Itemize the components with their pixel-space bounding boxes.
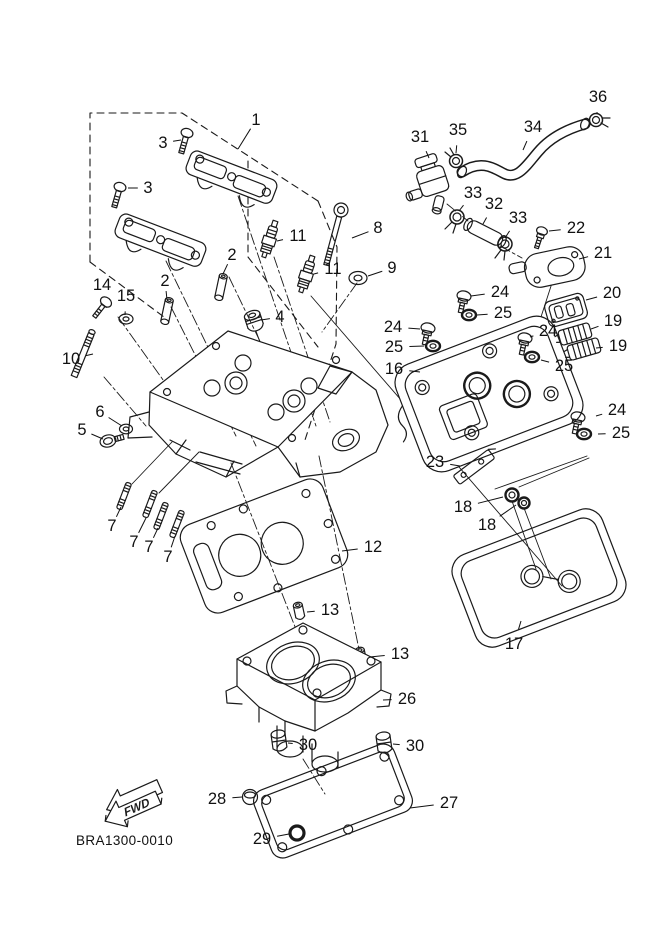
o-ring — [290, 826, 304, 840]
hose-clip — [590, 114, 611, 128]
spark-plug-upper — [258, 219, 282, 259]
part-number-callout[interactable]: 32 — [484, 195, 504, 213]
gallery-plug — [243, 309, 265, 333]
callout-leader-line — [232, 797, 242, 798]
callout-leader-line — [109, 418, 122, 427]
part-number-callout[interactable]: 7 — [163, 548, 173, 566]
part-number-callout[interactable]: 24 — [490, 283, 510, 301]
callout-leader-line — [109, 299, 110, 300]
callout-leader-line — [393, 744, 400, 745]
callout-leader-line — [91, 434, 103, 439]
part-number-callout[interactable]: 22 — [566, 219, 586, 237]
reed-cover-bolt — [531, 225, 548, 249]
callout-leader-line — [591, 326, 599, 329]
center-lines — [104, 196, 589, 794]
callout-leader-line — [288, 743, 293, 744]
callout-leader-line — [370, 656, 385, 658]
part-number-callout[interactable]: 20 — [602, 284, 622, 302]
base-dowel — [243, 790, 258, 805]
callout-leader-line — [368, 271, 382, 276]
callout-leader-line — [477, 314, 488, 315]
part-number-callout[interactable]: 7 — [144, 538, 154, 556]
callout-leader-line — [139, 518, 146, 533]
part-number-callout[interactable]: 19 — [608, 337, 628, 355]
head-gasket-part — [176, 475, 352, 618]
part-number-callout[interactable]: 29 — [252, 830, 272, 848]
cover-grommet — [426, 341, 440, 351]
part-number-callout[interactable]: 19 — [603, 312, 623, 330]
callout-leader-line — [223, 264, 228, 274]
part-number-callout[interactable]: 30 — [298, 736, 318, 754]
part-number-callout[interactable]: 24 — [607, 401, 627, 419]
bolt-washer — [349, 272, 367, 285]
head-bolt-washer — [119, 314, 133, 324]
dowel-pin — [293, 601, 305, 620]
hose-clamp — [445, 148, 463, 168]
part-number-callout[interactable]: 3 — [158, 134, 168, 152]
cylinder-stud — [142, 490, 157, 518]
callout-leader-line — [483, 218, 487, 225]
part-number-callout[interactable]: 12 — [363, 538, 383, 556]
part-number-callout[interactable]: 25 — [611, 424, 631, 442]
callout-leader-line — [586, 297, 597, 300]
part-number-callout[interactable]: 33 — [508, 209, 528, 227]
callout-leader-line — [173, 140, 181, 141]
callout-leader-line — [409, 346, 424, 347]
cover-grommet — [462, 310, 476, 320]
part-number-callout[interactable]: 13 — [320, 601, 340, 619]
air-cut-valve — [396, 152, 457, 223]
part-number-callout[interactable]: 13 — [390, 645, 410, 663]
rubber-damper — [376, 731, 393, 754]
camshaft-cap-lower — [109, 212, 208, 278]
part-number-callout[interactable]: 11 — [324, 260, 342, 278]
part-number-callout[interactable]: 36 — [588, 88, 608, 106]
part-number-callout[interactable]: 5 — [77, 421, 87, 439]
part-number-callout[interactable]: 33 — [463, 184, 483, 202]
cylinder-stud — [169, 510, 184, 538]
part-number-callout[interactable]: 18 — [477, 516, 497, 534]
callout-leader-line — [500, 505, 516, 516]
callout-leader-line — [523, 141, 527, 150]
rubber-damper — [271, 729, 288, 752]
part-number-callout[interactable]: 6 — [95, 403, 105, 421]
drawing-code: BRA1300-0010 — [76, 833, 174, 848]
callout-leader-line — [342, 549, 358, 551]
camshaft-cap-upper — [180, 149, 279, 215]
plug-tube-seal — [519, 498, 530, 509]
callout-leader-line — [459, 205, 464, 211]
part-number-callout[interactable]: 26 — [397, 690, 417, 708]
part-number-callout[interactable]: 21 — [593, 244, 613, 262]
part-number-callout[interactable]: 31 — [410, 128, 430, 146]
plug-tube-seal — [506, 489, 519, 502]
fwd-arrow — [95, 773, 169, 834]
cylinder-stud — [116, 482, 131, 510]
pipe-clamp — [445, 210, 464, 233]
callout-leader-line — [549, 230, 561, 231]
part-number-callout[interactable]: 23 — [425, 453, 445, 471]
cover-grommet — [577, 429, 591, 439]
part-number-callout[interactable]: 9 — [387, 259, 397, 277]
part-number-callout[interactable]: 2 — [227, 246, 237, 264]
callout-leader-line — [261, 319, 270, 320]
callout-leader-line — [408, 328, 420, 329]
callout-leader-line — [277, 240, 283, 241]
part-number-callout[interactable]: 11 — [289, 227, 307, 245]
reed-valve-cover — [507, 244, 587, 293]
callout-leader-line — [519, 621, 522, 629]
part-number-callout[interactable]: 27 — [439, 794, 459, 812]
part-number-callout[interactable]: 24 — [383, 318, 403, 336]
callout-leader-line — [471, 294, 485, 296]
head-bolt — [90, 295, 114, 321]
callout-leader-line — [478, 497, 503, 503]
part-number-callout[interactable]: 24 — [538, 322, 558, 340]
callout-leader-line — [456, 145, 457, 153]
part-number-callout[interactable]: 15 — [116, 287, 136, 305]
long-bolt — [319, 201, 349, 266]
part-number-callout[interactable]: 7 — [107, 517, 117, 535]
callout-leader-line — [410, 805, 434, 808]
part-number-callout[interactable]: 3 — [143, 179, 153, 197]
part-number-callout[interactable]: 28 — [207, 790, 227, 808]
part-number-callout[interactable]: 8 — [373, 219, 383, 237]
part-number-callout[interactable]: 1 — [251, 111, 261, 129]
cap-bolt-lower — [108, 181, 127, 209]
callout-leader-line — [238, 129, 251, 149]
cylinder-stud — [153, 502, 168, 530]
callout-leader-line — [596, 414, 602, 416]
valve-guide-left — [160, 297, 173, 325]
part-number-callout[interactable]: 14 — [92, 276, 112, 294]
valve-guide-right — [214, 273, 227, 301]
part-number-callout[interactable]: 10 — [61, 350, 81, 368]
cover-gasket-part — [447, 504, 631, 653]
callout-leader-line — [307, 611, 315, 612]
callout-leader-line — [277, 834, 289, 836]
cylinder-head-part — [128, 331, 388, 477]
part-number-callout[interactable]: 35 — [448, 121, 468, 139]
part-number-callout[interactable]: 2 — [160, 272, 170, 290]
part-number-callout[interactable]: 17 — [504, 635, 524, 653]
part-number-callout[interactable]: 4 — [275, 308, 285, 326]
part-number-callout[interactable]: 25 — [384, 338, 404, 356]
part-number-callout[interactable]: 34 — [523, 118, 543, 136]
callout-leader-line — [314, 273, 318, 274]
fwd-label: FWD — [122, 794, 152, 820]
callout-leader-line — [86, 354, 93, 356]
callout-leader-line — [352, 232, 369, 238]
part-number-callout[interactable]: 16 — [384, 360, 404, 378]
part-number-callout[interactable]: 25 — [493, 304, 513, 322]
part-number-callout[interactable]: 7 — [129, 533, 139, 551]
callout-leader-line — [596, 347, 603, 348]
part-number-callout[interactable]: 30 — [405, 737, 425, 755]
side-bolt — [99, 431, 125, 449]
part-number-callout[interactable]: 18 — [453, 498, 473, 516]
part-number-callout[interactable]: 25 — [554, 357, 574, 375]
